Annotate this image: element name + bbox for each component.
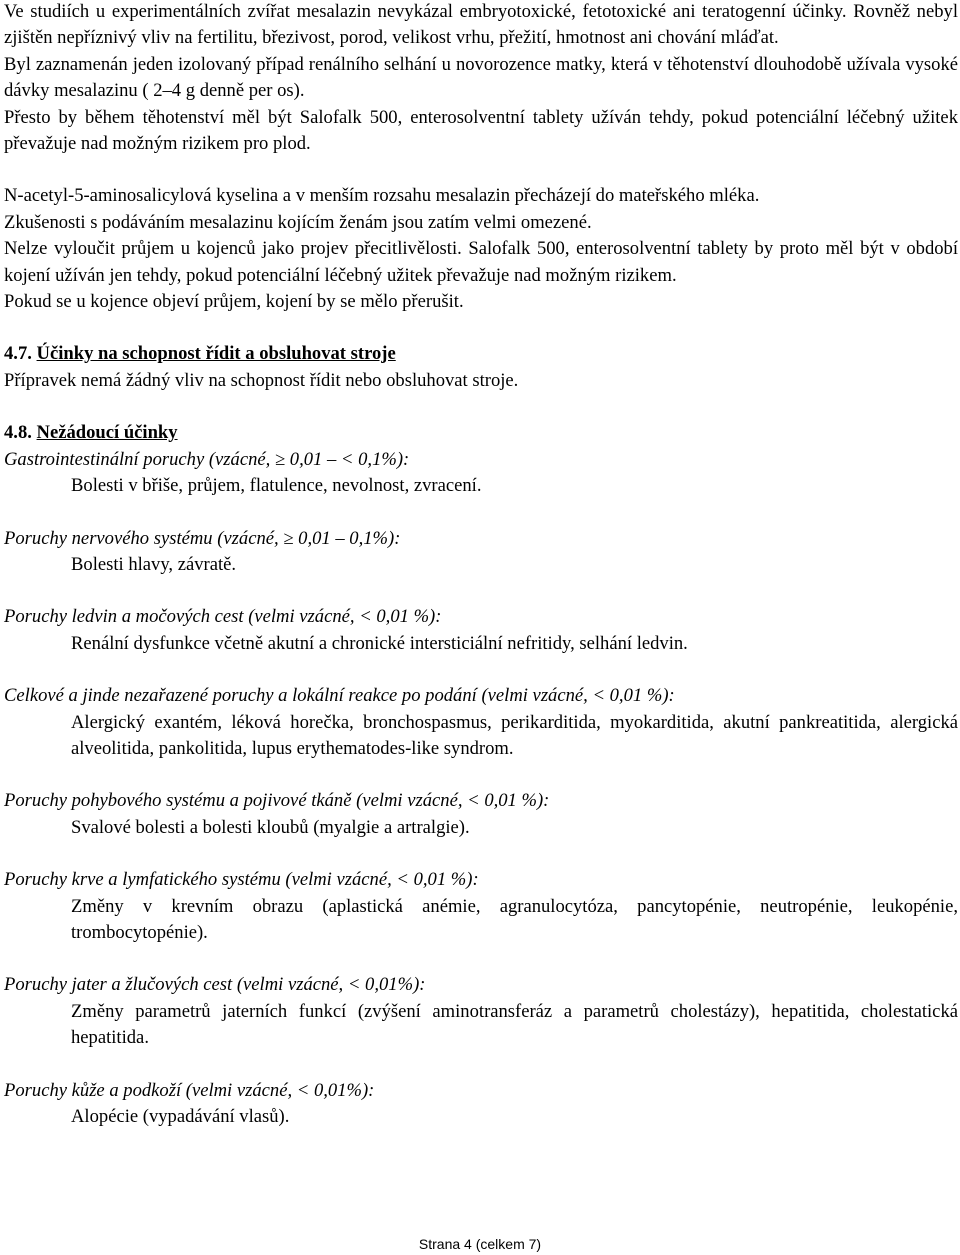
- section-title: Nežádoucí účinky: [36, 422, 178, 444]
- spacer: [4, 500, 958, 526]
- section-4-7: [4, 341, 958, 394]
- section-heading: [4, 420, 958, 446]
- adverse-category-text: Renální dysfunkce včetně akutní a chronické intersticiální nefritidy, selhání ledvin.: [71, 632, 688, 654]
- page-number: Strana 4 (celkem 7): [418, 1236, 542, 1252]
- section-heading: [4, 341, 958, 367]
- spacer: [4, 946, 958, 972]
- section-number: 4.7.: [4, 343, 32, 365]
- document-page: [4, 0, 958, 1130]
- lactation-paragraph-3: Nelze vyloučit průjem u kojenců jako projev přecitlivělosti. Salofalk 500, enterosolventní tablety by proto měl být v období kojení užíván jen tehdy, pokud potenciální léčebný užitek převažuje nad možným rizikem.: [4, 238, 958, 286]
- adverse-category-text: Alergický exantém, léková horečka, bronchospasmus, perikarditida, myokarditida, akutní pankreatitida, alergická alveolitida, pankolitida, lupus erythematodes-like syndrom.: [71, 711, 958, 759]
- adverse-category-label: Celkové a jinde nezařazené poruchy a lokální reakce po podání (velmi vzácné, < 0,01 %):: [4, 685, 675, 707]
- adverse-category-label: Gastrointestinální poruchy (vzácné, ≥ 0,01 – < 0,1%):: [4, 448, 410, 470]
- lactation-section: [4, 183, 958, 315]
- adverse-category-label: Poruchy kůže a podkoží (velmi vzácné, < 0,01%):: [4, 1079, 375, 1101]
- adverse-category-text: Změny parametrů jaterních funkcí (zvýšení aminotransferáz a parametrů cholestázy), hepatitida, cholestatická hepatitida.: [71, 1000, 958, 1049]
- page-footer: [0, 1235, 960, 1253]
- lactation-paragraph-2: Zkušenosti s podáváním mesalazinu kojícím ženám jsou zatím velmi omezené.: [4, 211, 592, 233]
- adverse-category-text: Bolesti v břiše, průjem, flatulence, nevolnost, zvracení.: [71, 475, 482, 497]
- adverse-category-label: Poruchy jater a žlučových cest (velmi vzácné, < 0,01%):: [4, 974, 426, 996]
- spacer: [4, 157, 958, 183]
- pregnancy-paragraph-3: Přesto by během těhotenství měl být Salofalk 500, enterosolventní tablety užíván tehdy, pokud potenciální léčebný užitek převažuje nad možným rizikem pro plod.: [4, 106, 958, 155]
- section-title: Účinky na schopnost řídit a obsluhovat stroje: [36, 343, 396, 365]
- section-4-8: [4, 420, 958, 1130]
- adverse-category-label: Poruchy nervového systému (vzácné, ≥ 0,01 – 0,1%):: [4, 527, 401, 549]
- adverse-category-label: Poruchy pohybového systému a pojivové tkáně (velmi vzácné, < 0,01 %):: [4, 790, 550, 812]
- spacer: [4, 394, 958, 420]
- adverse-category-text: Svalové bolesti a bolesti kloubů (myalgie a artralgie).: [71, 816, 470, 838]
- pregnancy-section: [4, 0, 958, 157]
- spacer: [4, 315, 958, 341]
- lactation-paragraph-4: Pokud se u kojence objeví průjem, kojení by se mělo přerušit.: [4, 291, 464, 313]
- pregnancy-paragraph-2: Byl zaznamenán jeden izolovaný případ renálního selhání u novorozence matky, která v těhotenství dlouhodobě užívala vysoké dávky mesalazinu ( 2–4 g denně per os).: [4, 53, 958, 102]
- adverse-category-text: Alopécie (vypadávání vlasů).: [71, 1106, 290, 1127]
- spacer: [4, 1052, 958, 1078]
- adverse-category-label: Poruchy krve a lymfatického systému (velmi vzácné, < 0,01 %):: [4, 869, 479, 891]
- section-text: Přípravek nemá žádný vliv na schopnost řídit nebo obsluhovat stroje.: [4, 369, 519, 391]
- lactation-paragraph-1: N-acetyl-5-aminosalicylová kyselina a v menším rozsahu mesalazin přecházejí do mateřského mléka.: [4, 185, 760, 207]
- adverse-category-text: Bolesti hlavy, závratě.: [71, 553, 237, 575]
- spacer: [4, 578, 958, 604]
- spacer: [4, 657, 958, 683]
- section-number: 4.8.: [4, 422, 32, 444]
- spacer: [4, 762, 958, 788]
- adverse-category-text: Změny v krevním obrazu (aplastická anémie, agranulocytóza, pancytopénie, neutropénie, leukopénie, trombocytopénie).: [71, 895, 958, 943]
- pregnancy-paragraph-1: Ve studiích u experimentálních zvířat mesalazin nevykázal embryotoxické, fetotoxické ani teratogenní účinky. Rovněž nebyl zjištěn nepříznivý vliv na fertilitu, březivost, porod, velikost vrhu, přežití, hmotnost ani chování mláďat.: [4, 1, 958, 49]
- spacer: [4, 841, 958, 867]
- adverse-category-label: Poruchy ledvin a močových cest (velmi vzácné, < 0,01 %):: [4, 606, 442, 628]
